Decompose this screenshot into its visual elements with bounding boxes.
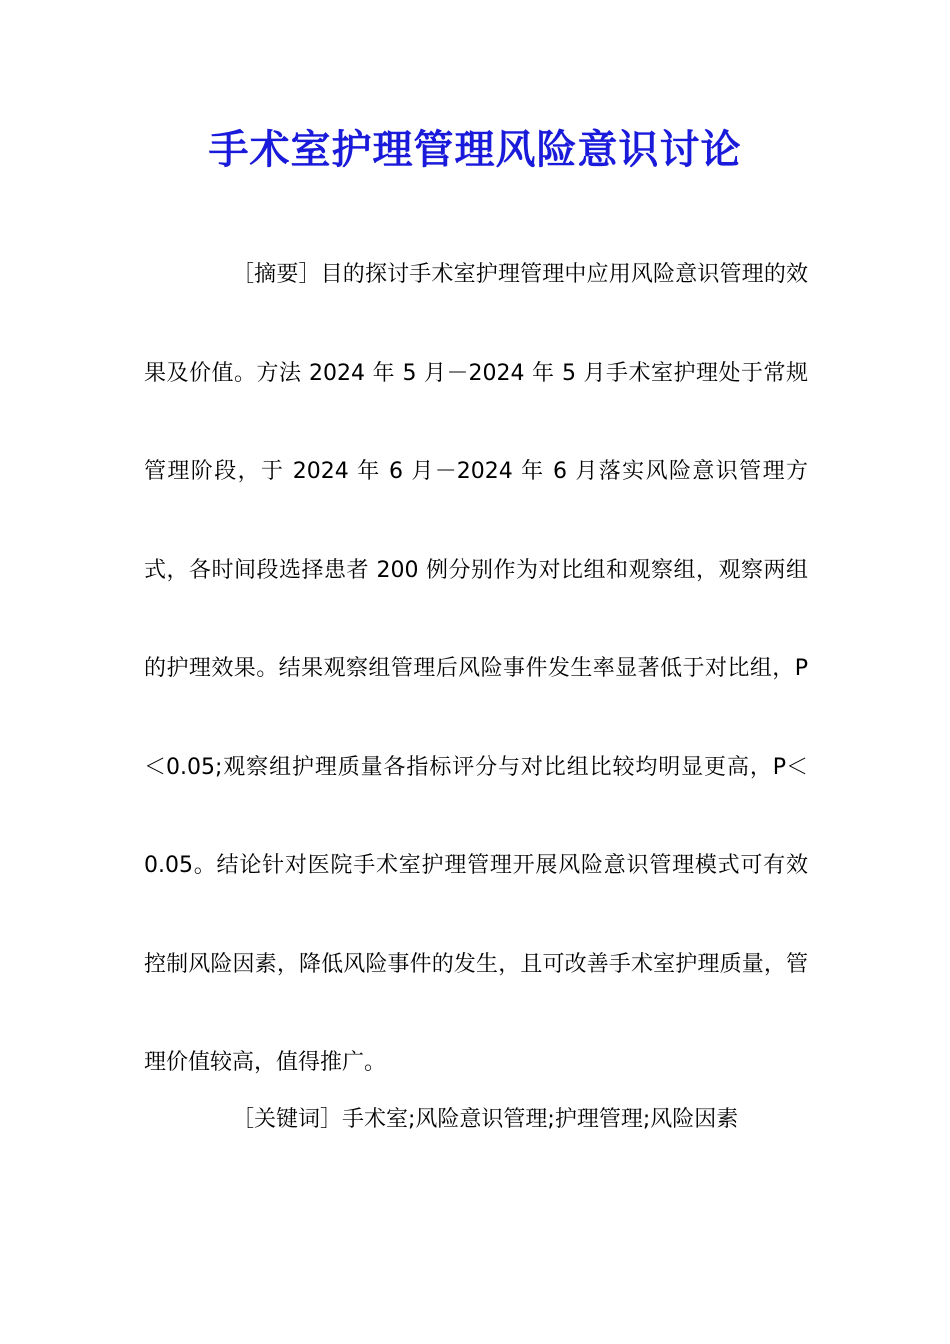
abstract-paragraph: ［摘要］目的探讨手术室护理管理中应用风险意识管理的效果及价值。方法 2024 年 5 月－2024 年 5 月手术室护理处于常规管理阶段，于 2024 年 6 月－2024 年 6 月落实风险意识管理方式，各时间段选择患者 200 例分别作为对比组和观察组，观察两组的护理效果。结果观察组管理后风险事件发生率显著低于对比组，P＜0.05;观察组护理质量各指标评分与对比组比较均明显更高，P＜0.05。结论针对医院手术室护理管理开展风险意识管理模式可有效控制风险因素，降低风险事件的发生，且可改善手术室护理质量，管理价值较高，值得推广。 [144,262,808,1075]
document-title: 手术室护理管理风险意识讨论 [208,126,742,173]
keywords-line: ［关键词］手术室;风险意识管理;护理管理;风险因素 [232,1107,739,1132]
